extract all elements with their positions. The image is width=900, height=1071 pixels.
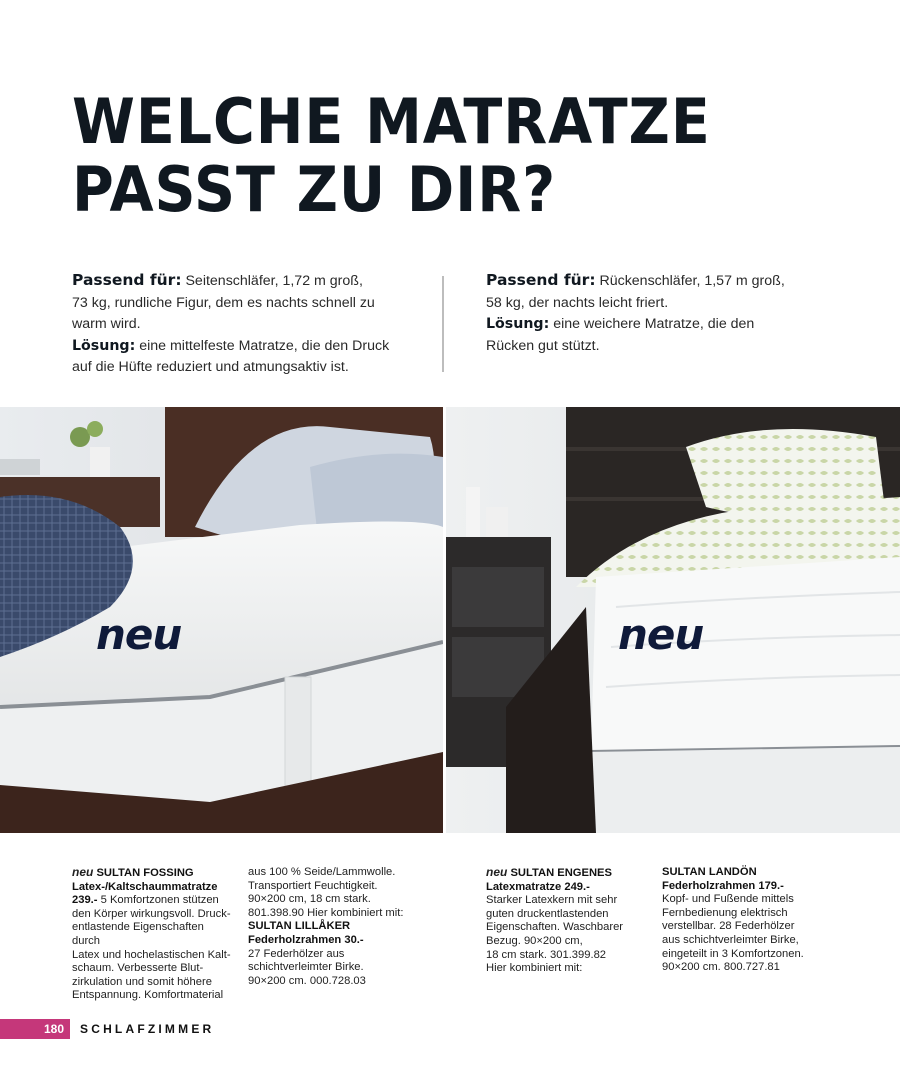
suited-for-label: Passend für: (72, 271, 182, 289)
product-description-line: Entspannung. Komfortmaterial (72, 989, 224, 1002)
product-description-line: Starker Latexkern mit sehr (486, 894, 618, 907)
product-name: SULTAN FOSSING (96, 867, 194, 879)
product-description-line: Hier kombiniert mit: (486, 962, 583, 975)
product-description-line: aus schichtverleimter Birke, (662, 933, 799, 946)
product-description-line: guten druckentlastenden (486, 907, 609, 920)
suited-for-label: Passend für: (486, 271, 596, 289)
product-description-line: eingeteilt in 3 Komfortzonen. (662, 947, 804, 960)
bedroom-photo-fossing (0, 407, 443, 833)
product-description-line: aus 100 % Seide/Lammwolle. (248, 866, 396, 878)
product-description-line: 5 Komfortzonen stützen (100, 894, 219, 907)
product-caption-landon (662, 866, 822, 975)
product-type: Latex-/Kaltschaummatratze (72, 880, 218, 893)
intro-right-solution-2: Rücken gut stützt. (486, 337, 600, 354)
page-footer (0, 1019, 214, 1039)
solution-label: Lösung: (486, 316, 550, 332)
product-description-line: verstellbar. 28 Federhölzer (662, 920, 795, 933)
product-type-price: Federholzrahmen 30.- (248, 933, 364, 946)
product-description-line: Kopf- und Fußende mittels (662, 893, 794, 906)
intro-left-text-1: Seitenschläfer, 1,72 m groß, (185, 273, 363, 289)
product-description-line: Eigenschaften. Waschbarer (486, 921, 624, 934)
product-description-line: 27 Federhölzer aus (248, 947, 345, 960)
solution-label: Lösung: (72, 337, 136, 354)
intro-right-text-1: Rückenschläfer, 1,57 m groß, (599, 273, 785, 289)
product-name: SULTAN LANDÖN (662, 866, 757, 878)
product-description-line: 90×200 cm. 000.728.03 (248, 974, 366, 987)
product-price: 239.- (72, 894, 98, 907)
intro-left-text-3: warm wird. (72, 316, 141, 332)
intro-left-solution-2: auf die Hüfte reduziert und atmungsaktiv ist. (72, 359, 349, 375)
product-description-line: entlastende Eigenschaften durch (72, 921, 204, 947)
product-description-line: 801.398.90 Hier kombiniert mit: (248, 906, 404, 919)
product-description-line: 90×200 cm, 18 cm stark. (248, 893, 371, 906)
product-description-line: schichtverleimter Birke. (248, 961, 364, 974)
product-description-line: schaum. Verbesserte Blut- (72, 962, 204, 975)
intro-left-solution-1: eine mittelfeste Matratze, die den Druck (139, 337, 390, 354)
product-caption-fossing (72, 866, 232, 1003)
section-title: SCHLAFZIMMER (80, 1022, 215, 1036)
product-description-line: 90×200 cm. 800.727.81 (662, 961, 780, 974)
intro-right-solution-1: eine weichere Matratze, die den (553, 316, 755, 332)
new-badge: neu (96, 610, 182, 659)
product-caption-lillaker (248, 866, 408, 988)
headline-line-2: PASST ZU DIR? (72, 153, 557, 226)
page-headline (72, 85, 711, 226)
page-number: 180 (0, 1019, 70, 1039)
product-caption-engenes (486, 866, 646, 976)
product-type-price: Latexmatratze 249.- (486, 880, 590, 893)
column-divider (442, 276, 444, 372)
product-name: SULTAN ENGENES (510, 867, 612, 879)
headline-line-1: WELCHE MATRATZE (72, 85, 711, 158)
new-badge: neu (618, 610, 704, 659)
product-description-line: 18 cm stark. 301.399.82 (486, 948, 607, 961)
product-description-line: zirkulation und somit höhere (72, 975, 212, 988)
product-description-line: Transportiert Feuchtigkeit. (248, 879, 378, 892)
product-description-line: Bezug. 90×200 cm, (486, 934, 583, 947)
intro-right-text-2: 58 kg, der nachts leicht friert. (486, 294, 669, 311)
product-type-price: Federholzrahmen 179.- (662, 879, 784, 892)
intro-left-text-2: 73 kg, rundliche Figur, dem es nachts schnell zu (72, 294, 375, 311)
intro-left (72, 270, 402, 379)
product-description-line: den Körper wirkungsvoll. Druck- (72, 907, 231, 920)
new-tag: neu (486, 865, 508, 879)
product-description-line: Latex und hochelastischen Kalt- (72, 948, 231, 961)
product-description-line: Fernbedienung elektrisch (662, 906, 788, 919)
intro-right (486, 270, 816, 357)
new-tag: neu (72, 865, 94, 879)
product-name: SULTAN LILLÅKER (248, 920, 351, 933)
fossing-mattress-illustration (0, 407, 443, 833)
